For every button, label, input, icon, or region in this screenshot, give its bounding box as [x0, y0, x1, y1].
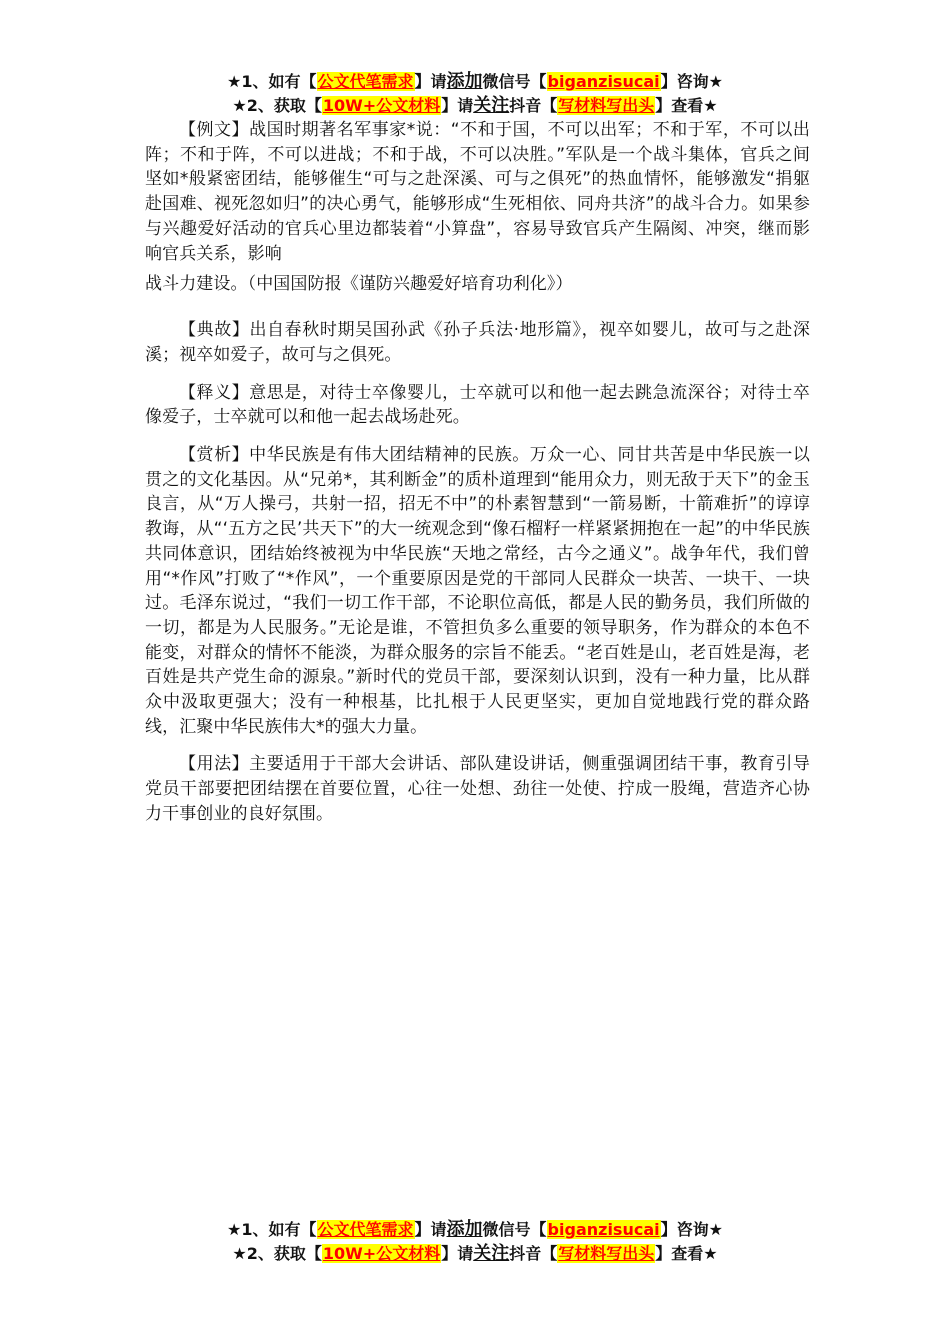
promo-text: ★1、如有【	[227, 1220, 317, 1239]
douyin-account-link[interactable]: 写材料写出头	[558, 96, 655, 115]
promo-text: 微信号【	[482, 1220, 547, 1239]
appreciation-text-continued: “老百姓是山，老百姓是海，老百姓是共产党生命的源泉。”新时代的党员干部，要深刻认识到，没有一种力量，比从群众中汲取更强大；没有一种根基，比扎根于人民更坚实，更加自觉地践行党的群众路线，汇聚中华民族伟大*的强大力量。	[145, 642, 810, 737]
promo-text: 】咨询★	[660, 72, 723, 91]
promo-text: 】请	[441, 1244, 474, 1263]
promo-emphasis: 关注	[473, 95, 510, 116]
highlight-service: 公文代笔需求	[317, 1220, 414, 1239]
promo-text: 抖音【	[509, 1244, 558, 1263]
promo-text: 微信号【	[482, 72, 547, 91]
douyin-account-link[interactable]: 写材料写出头	[558, 1244, 655, 1263]
allusion-paragraph: 【典故】出自春秋时期吴国孙武《孙子兵法·地形篇》，视卒如婴儿，故可与之赴深溪；视卒如爱子，故可与之俱死。	[145, 320, 810, 365]
promo-line-1	[0, 1218, 950, 1242]
promo-text: 】请	[441, 96, 474, 115]
example-source-line: 战斗力建设。（中国国防报《谨防兴趣爱好培育功利化》）	[145, 274, 573, 295]
highlight-service: 公文代笔需求	[317, 72, 414, 91]
document-body	[145, 118, 810, 827]
promo-text: ★2、获取【	[232, 96, 322, 115]
promo-emphasis: 添加	[446, 1219, 483, 1240]
promo-emphasis: 关注	[473, 1243, 510, 1264]
usage-paragraph: 【用法】主要适用于干部大会讲话、部队建设讲话，侧重强调团结干事，教育引导党员干部要把团结摆在首要位置，心往一处想、劲往一处使、拧成一股绳，营造齐心协力干事创业的良好氛围。	[145, 754, 810, 824]
highlight-materials: 10W+公文材料	[322, 96, 441, 115]
promo-text: 】查看★	[655, 96, 718, 115]
promo-text: 】查看★	[655, 1244, 718, 1263]
promo-line-1	[0, 70, 950, 94]
promo-emphasis: 添加	[446, 71, 483, 92]
promo-text: 抖音【	[509, 96, 558, 115]
promo-text: ★1、如有【	[227, 72, 317, 91]
footer-promo	[0, 1218, 950, 1266]
appreciation-paragraph	[145, 443, 810, 739]
promo-line-2	[0, 94, 950, 118]
promo-text: ★2、获取【	[232, 1244, 322, 1263]
meaning-paragraph: 【释义】意思是，对待士卒像婴儿，士卒就可以和他一起去跳急流深谷；对待士卒像爱子，士卒就可以和他一起去战场赴死。	[145, 382, 810, 428]
wechat-id-link[interactable]: biganzisucai	[547, 1220, 660, 1239]
appreciation-text: 【赏析】中华民族是有伟大团结精神的民族。万众一心、同甘共苦是中华民族一以贯之的文化基因。从“兄弟*，其利断金”的质朴道理到“能用众力，则无敌于天下”的金玉良言，从“万人操弓，共射一招，招无不中”的朴素智慧到“一箭易断，十箭难折”的谆谆教诲，从“‘五方之民’共天下”的大一统观念到“像石榴籽一样紧紧拥抱在一起”的中华民族共同体意识，团结始终被视为中华民族“天地之常经，古今之通义”。战争年代，我们曾用“*作风”打败了“*作风”，一个重要原因是党的干部同人民群众一块苦、一块干、一块过。毛泽东说过，“我们一切工作干部，不论职位高低，都是人民的勤务员，我们所做的一切，都是为人民服务。”无论是谁，不管担负多么重要的领导职务，作为群众的本色不能变，对群众的情怀不能淡，为群众服务的宗旨不能丢。	[145, 445, 810, 663]
promo-line-2	[0, 1242, 950, 1266]
promo-text: 】请	[414, 1220, 447, 1239]
wechat-id-link[interactable]: biganzisucai	[547, 72, 660, 91]
example-paragraph: 【例文】战国时期著名军事家*说：“不和于国，不可以出军；不和于军，不可以出阵；不和于阵，不可以进战；不和于战，不可以决胜。”军队是一个战斗集体，官兵之间坚如*般紧密团结，能够催生“可与之赴深溪、可与之俱死”的热血情怀，能够激发“捐躯赴国难、视死忽如归”的决心勇气，能够形成“生死相依、同舟共济”的战斗合力。如果参与兴趣爱好活动的官兵心里边都装着“小算盘”，容易导致官兵产生隔阂、冲突，继而影响官兵关系，影响	[145, 120, 810, 264]
header-promo	[0, 70, 950, 118]
highlight-materials: 10W+公文材料	[322, 1244, 441, 1263]
promo-text: 】请	[414, 72, 447, 91]
promo-text: 】咨询★	[660, 1220, 723, 1239]
